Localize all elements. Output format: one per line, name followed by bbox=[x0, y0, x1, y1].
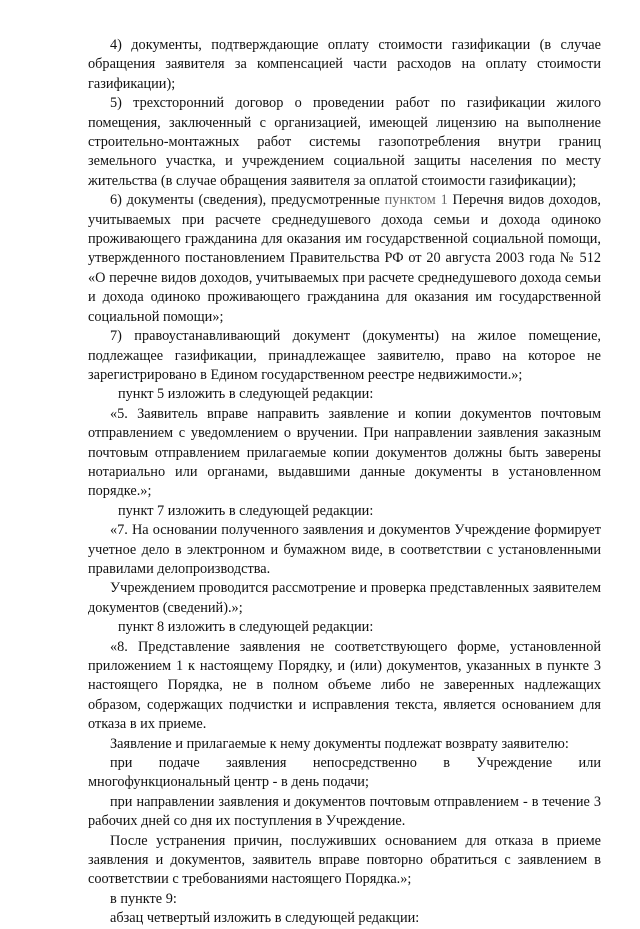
paragraph-amend-punkt-5: пункт 5 изложить в следующей редакции: bbox=[118, 386, 374, 403]
paragraph-return-by-mail: при направлении заявления и документов почтовым отправлением - в течение 3 рабочих дней со дня их поступления в Учреждение. bbox=[88, 793, 601, 830]
paragraph-amend-punkt-7: пункт 7 изложить в следующей редакции: bbox=[118, 502, 374, 519]
paragraph-punkt-5-text: «5. Заявитель вправе направить заявление и копии документов почтовым отправлением с уведомлением о вручении. При направлении заявления заказным почтовым отправлением прилагаемые копии документов должны быть заверены нотариально или органами, выдавшими данные документы в установленном порядке.»; bbox=[88, 405, 601, 500]
paragraph-item-5: 5) трехсторонний договор о проведении работ по газификации жилого помещения, заключенный с организацией, имеющей лицензию на выполнение строительно-монтажных работ системы газопотребления внутри границ земельного участка, и учреждением социальной защиты населения по месту жительства (в случае обращения заявителя за оплатой стоимости газификации); bbox=[88, 95, 601, 189]
paragraph-item-6-rest: Перечня видов доходов, учитываемых при расчете среднедушевого дохода семьи и дохода одиноко проживающего гражданина для оказания им государственной социальной помощи, утвержденного постановлением Правительства РФ от 20 августа 2003 года № 512 «О перечне видов доходов, учитываемых при расчете среднедушевого дохода семьи и дохода одиноко проживающего гражданина для оказания им государственной социальной помощи»; bbox=[88, 192, 601, 325]
paragraph-item-4: 4) документы, подтверждающие оплату стоимости газификации (в случае обращения заявителя за компенсацией части расходов на оплату стоимости газификации); bbox=[88, 37, 601, 92]
paragraph-punkt-9: в пункте 9: bbox=[110, 890, 177, 907]
paragraph-amend-punkt-8: пункт 8 изложить в следующей редакции: bbox=[118, 619, 374, 636]
paragraph-punkt-8-text: «8. Представление заявления не соответствующего форме, установленной приложением 1 к настоящему Порядку, и (или) документов, указанных в пункте 3 настоящего Порядка, не в полном объеме либо не заверенных надлежащих образом, содержащих подчистки и исправления текста, является основанием для отказа в их приеме. bbox=[88, 638, 601, 733]
paragraph-return-documents: Заявление и прилагаемые к нему документы подлежат возврату заявителю: bbox=[110, 735, 569, 752]
paragraph-item-6 bbox=[88, 191, 601, 327]
paragraph-resubmission: После устранения причин, послуживших основанием для отказа в приеме заявления и документов, заявитель вправе повторно обратиться с заявлением в соответствии с требованиями настоящего Порядка.»; bbox=[88, 832, 601, 888]
reference-link-punkt-1[interactable]: пунктом 1 bbox=[384, 192, 448, 209]
paragraph-punkt-7-text: «7. На основании полученного заявления и документов Учреждение формирует учетное дело в электронном и бумажном виде, в соответствии с установленными правилами делопроизводства. bbox=[88, 522, 601, 577]
paragraph-item-7: 7) правоустанавливающий документ (документы) на жилое помещение, подлежащее газификации, принадлежащее заявителю, право на которое не зарегистрировано в Едином государственном реестре недвижимости.»; bbox=[88, 328, 601, 383]
paragraph-return-in-person: при подаче заявления непосредственно в Учреждение или многофункциональный центр - в день подачи; bbox=[88, 755, 601, 791]
paragraph-amend-abzac-4: абзац четвертый изложить в следующей редакции: bbox=[110, 910, 420, 927]
paragraph-item-6-start: 6) документы (сведения), предусмотренные bbox=[110, 192, 385, 209]
paragraph-punkt-7-text-2: Учреждением проводится рассмотрение и проверка представленных заявителем документов (сведений).»; bbox=[88, 580, 601, 616]
document-body bbox=[88, 36, 601, 929]
